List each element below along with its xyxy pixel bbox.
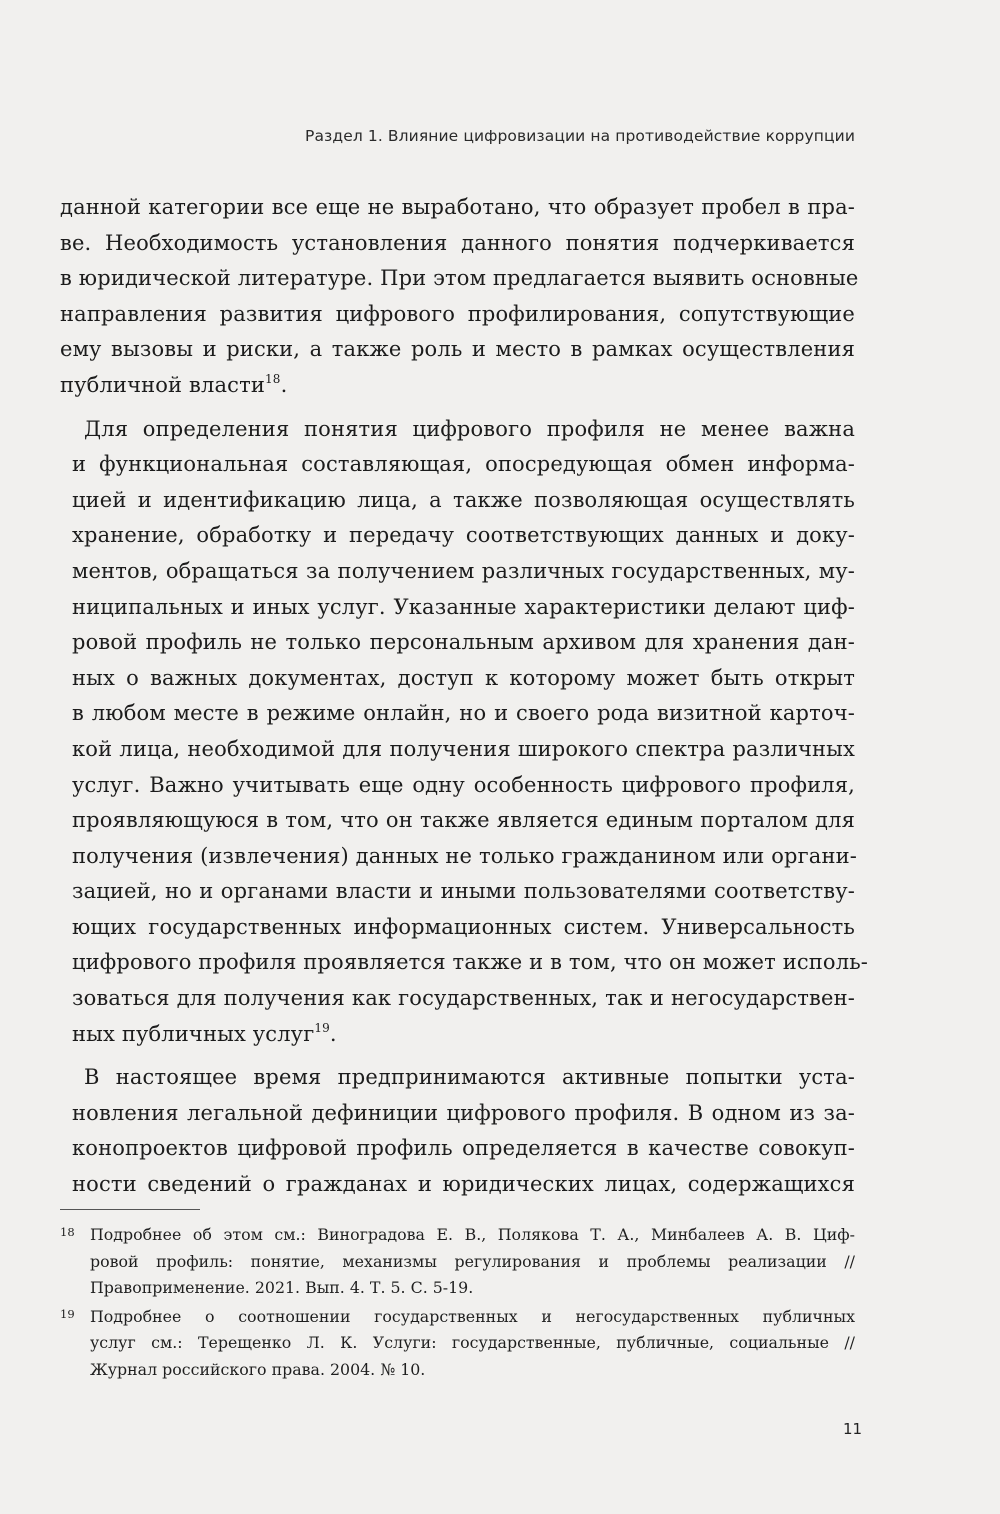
- punctuation: .: [280, 372, 288, 397]
- text-line: и функциональная составляющая, опосредующая обмен информа-: [72, 452, 855, 477]
- text-line: ему вызовы и риски, а также роль и место в рамках осуществления: [60, 337, 855, 362]
- paragraph-1: [60, 190, 859, 404]
- text-fragment: публичной власти: [60, 372, 265, 397]
- footnote-line: Журнал российского права. 2004. № 10.: [90, 1359, 426, 1379]
- page-number: 11: [843, 1420, 863, 1438]
- text-line: ных о важных документах, доступ к которому может быть открыт: [72, 665, 855, 690]
- footnote-line: Правоприменение. 2021. Вып. 4. Т. 5. С. 5-19.: [90, 1278, 474, 1297]
- text-line: зоваться для получения как государственных, так и негосударствен-: [72, 986, 855, 1011]
- text-line: данной категории все еще не выработано, что образует пробел в пра-: [60, 195, 855, 219]
- text-line: цифрового профиля проявляется также и в том, что он может исполь-: [72, 950, 869, 975]
- text-line-last: [60, 1017, 855, 1053]
- footnotes: [60, 1222, 855, 1385]
- footnote-18: [60, 1222, 855, 1302]
- text-line: в любом месте в режиме онлайн, но и своего рода визитной карточ-: [72, 701, 855, 726]
- footnote-ref-19[interactable]: 19: [314, 1020, 330, 1035]
- text-line: в юридической литературе. При этом предлагается выявить основные: [60, 266, 859, 291]
- text-line: зацией, но и органами власти и иными пользователями соответству-: [72, 879, 855, 904]
- text-line: Для определения понятия цифрового профиля не менее важна: [84, 416, 855, 441]
- text-line: цией и идентификацию лица, а также позволяющая осуществлять: [72, 487, 855, 512]
- text-line-last: [60, 368, 855, 404]
- paragraph-3: [60, 1060, 855, 1202]
- text-line: получения (извлечения) данных не только гражданином или органи-: [72, 843, 858, 868]
- punctuation: .: [329, 1021, 337, 1046]
- footnote-line: Подробнее о соотношении государственных и негосударственных публичных: [90, 1306, 855, 1326]
- footnote-line: Подробнее об этом см.: Виноградова Е. В., Полякова Т. А., Минбалеев А. В. Циф-: [90, 1225, 855, 1244]
- text-line: конопроектов цифровой профиль определяется в качестве совокуп-: [72, 1136, 855, 1161]
- footnote-divider: [60, 1209, 200, 1210]
- paragraph-2: [60, 412, 869, 1053]
- text-line: услуг. Важно учитывать еще одну особенность цифрового профиля,: [72, 772, 855, 797]
- main-text: [60, 190, 869, 1211]
- text-line: хранение, обработку и передачу соответствующих данных и доку-: [72, 523, 855, 548]
- text-line: ве. Необходимость установления данного понятия подчеркивается: [60, 230, 855, 255]
- footnote-line: ровой профиль: понятие, механизмы регулирования и проблемы реализации //: [90, 1251, 855, 1271]
- text-line: ровой профиль не только персональным архивом для хранения дан-: [72, 630, 855, 655]
- text-line: кой лица, необходимой для получения широкого спектра различных: [72, 736, 855, 761]
- footnote-line: услуг см.: Терещенко Л. К. Услуги: государственные, публичные, социальные //: [90, 1333, 855, 1352]
- text-line: ности сведений о гражданах и юридических лицах, содержащихся: [72, 1172, 855, 1197]
- text-line: направления развития цифрового профилирования, сопутствующие: [60, 301, 855, 326]
- text-line: новления легальной дефиниции цифрового профиля. В одном из за-: [72, 1100, 855, 1125]
- running-head: Раздел 1. Влияние цифровизации на противодействие коррупции: [305, 127, 855, 145]
- text-line: ющих государственных информационных систем. Универсальность: [72, 914, 855, 939]
- footnote-number: 18: [60, 1225, 75, 1239]
- text-line: ниципальных и иных услуг. Указанные характеристики делают циф-: [72, 594, 855, 619]
- text-line: ментов, обращаться за получением различных государственных, му-: [72, 558, 855, 583]
- footnote-number: 19: [60, 1306, 75, 1321]
- text-fragment: ных публичных услуг: [72, 1021, 315, 1046]
- footnote-19: [60, 1304, 855, 1384]
- text-line: проявляющуюся в том, что он также является единым порталом для: [72, 808, 855, 833]
- footnote-ref-18[interactable]: 18: [265, 371, 281, 386]
- text-line: В настоящее время предпринимаются активные попытки уста-: [84, 1065, 855, 1090]
